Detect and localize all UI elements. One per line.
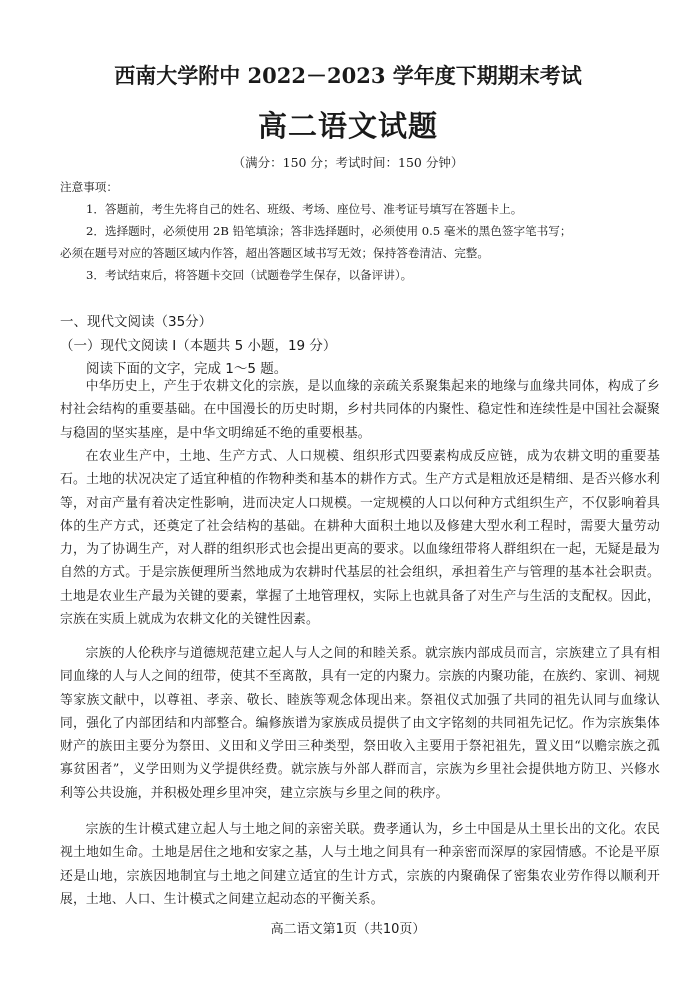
reading-instruction: 阅读下面的文字，完成 1～5 题。 [86, 361, 288, 377]
subsection-heading: （一）现代文阅读 I（本题共 5 小题，19 分） [60, 338, 337, 354]
paragraph-4: 宗族的生计模式建立起人与土地之间的亲密关联。费孝通认为，乡土中国是从土里长出的文化。农民视土地如生命。土地是居住之地和安家之基，人与土地之间具有一种亲密而深厚的家园情感。不论是平原还是山地，宗族因地制宜与土地之间建立适宜的生计方式，宗族的内聚确保了密集农业劳作得以顺利开展，土地、人口、生计模式之间建立起动态的平衡关系。 [60, 822, 660, 907]
school-title: 西南大学附中 2022－2023 学年度下期期末考试 [114, 63, 582, 88]
exam-info: （满分：150 分；考试时间：150 分钟） [232, 155, 464, 170]
paragraph-2: 在农业生产中，土地、生产方式、人口规模、组织形式四要素构成反应链，成为农耕文明的重要基石。土地的状况决定了适宜种植的作物种类和基本的耕作方式。生产方式是粗放还是精细、是否兴修水利等，对亩产量有着决定性影响，进而决定人口规模。一定规模的人口以何种方式组织生产，不仅影响着具体的生产方式，还奠定了社会结构的基础。在耕种大面积土地以及修建大型水利工程时，需要大量劳动力，为了协调生产，对人群的组织形式也会提出更高的要求。以血缘纽带将人群组织在一起，无疑是最为自然的方式。于是宗族便理所当然地成为农耕时代基层的社会组织，承担着生产与管理的基本社会职责。土地是农业生产最为关键的要素，掌握了土地管理权，实际上也就具备了对生产与生活的支配权。因此，宗族在实质上就成为农耕文化的关键性因素。 [60, 449, 660, 628]
section-heading: 一、现代文阅读（35分） [60, 314, 213, 330]
notice-label: 注意事项： [60, 180, 118, 194]
notice-item-2: 2．选择题时，必须使用 2B 铅笔填涂；答非选择题时，必须使用 0.5 毫米的黑色签字笔书写； [86, 224, 572, 238]
notice-item-1: 1．答题前，考生先将自己的姓名、班级、考场、座位号、准考证号填写在答题卡上。 [86, 202, 523, 216]
notice-item-3: 3．考试结束后，将答题卡交回（试题卷学生保存，以备评讲）。 [86, 268, 413, 282]
exam-title: 高二语文试题 [257, 109, 438, 143]
paragraph-3: 宗族的人伦秩序与道德规范建立起人与人之间的和睦关系。就宗族内部成员而言，宗族建立了具有相同血缘的人与人之间的纽带，使其不至离散，具有一定的内聚力。宗族的内聚功能，在族约、家训、祠规等家族文献中，以尊祖、孝亲、敬长、睦族等观念体现出来。祭祖仪式加强了共同的祖先认同与血缘认同，强化了内部团结和内部整合。编修族谱为家族成员提供了由文字铭刻的共同祖先记忆。作为宗族集体财产的族田主要分为祭田、义田和义学田三种类型，祭田收入主要用于祭祀祖先，置义田“以赡宗族之孤寡贫困者”，义学田则为义学提供经费。就宗族与外部人群而言，宗族为乡里社会提供地方防卫、兴修水利等公共设施，并积极处理乡里冲突，建立宗族与乡里之间的秩序。 [60, 646, 660, 801]
notice-item-2-cont: 必须在题号对应的答题区域内作答，超出答题区域书写无效；保持答卷清洁、完整。 [60, 246, 489, 260]
page-footer: 高二语文第1页（共10页） [270, 922, 426, 937]
paragraph-1: 中华历史上，产生于农耕文化的宗族，是以血缘的亲疏关系聚集起来的地缘与血缘共同体，构成了乡村社会结构的重要基础。在中国漫长的历史时期，乡村共同体的内聚性、稳定性和连续性是中国社会凝聚与稳固的坚实基座，是中华文明绵延不绝的重要根基。 [60, 379, 660, 441]
